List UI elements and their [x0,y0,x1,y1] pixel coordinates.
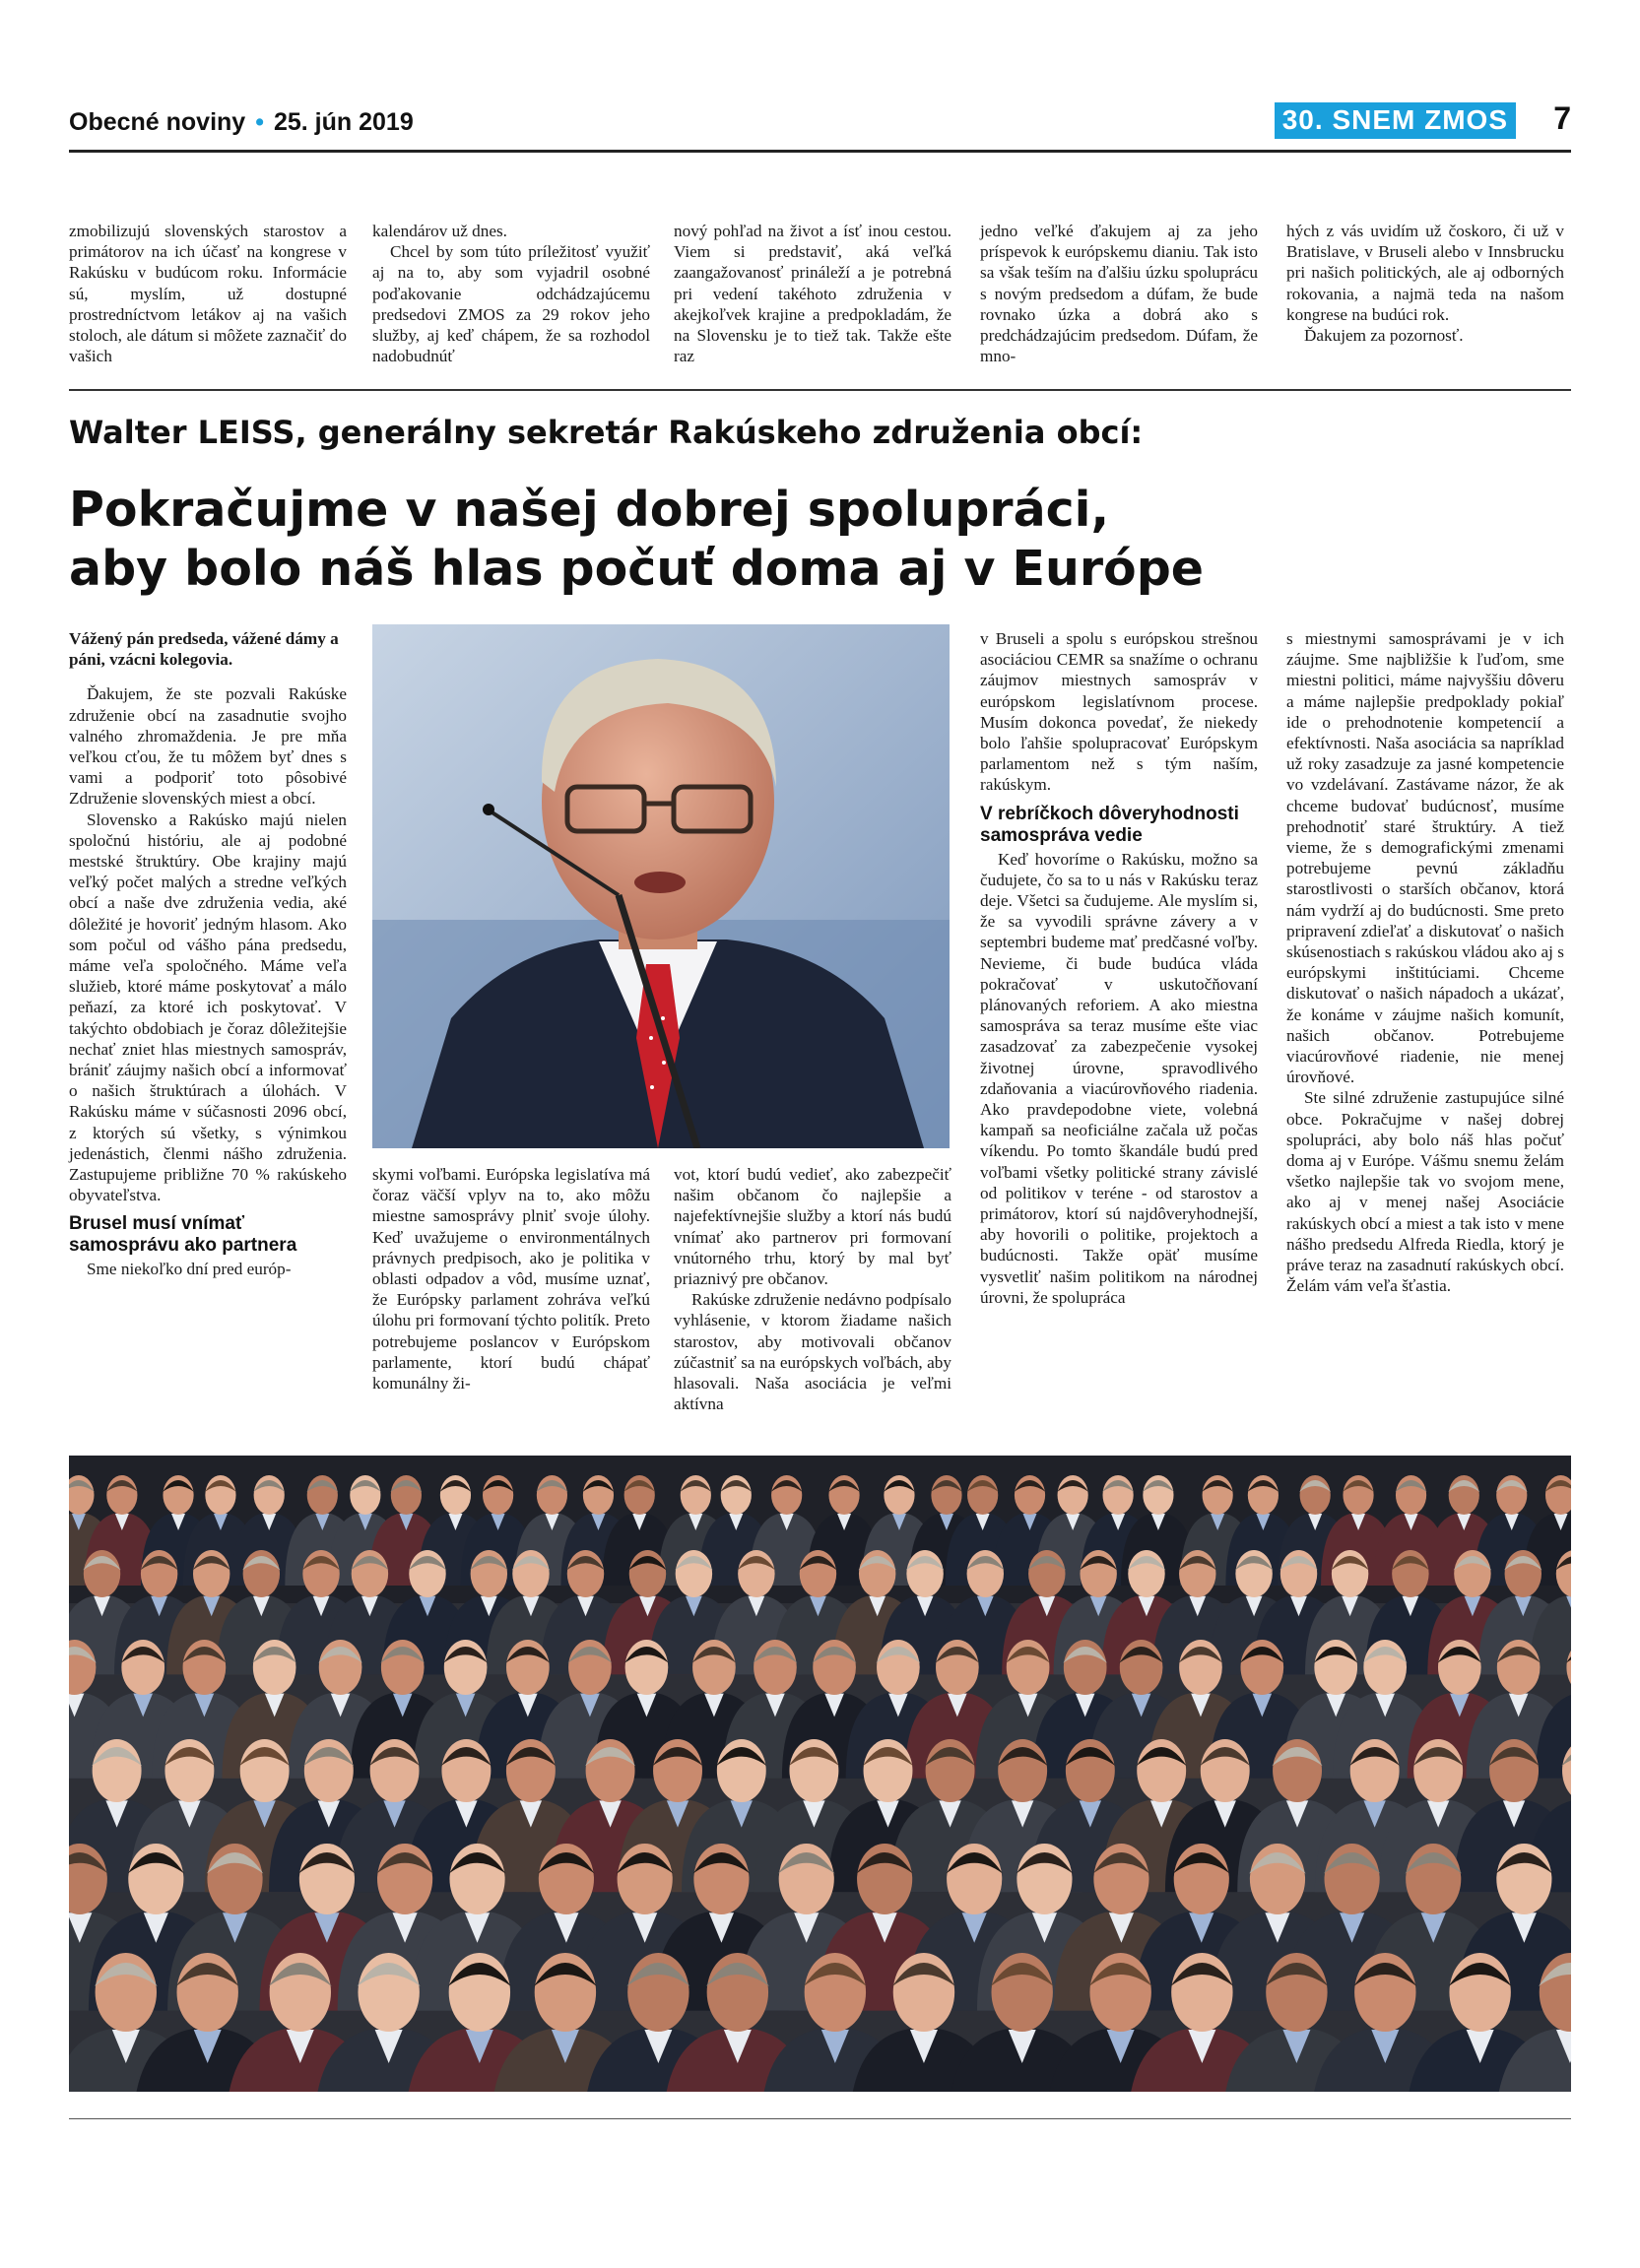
paragraph: zmobilizujú slovenských starostov a primátorov na ich účasť na kongrese v Rakúsku v budúcom roku. Informácie sú, myslím, už dostupné prostredníctvom letákov aj na vašich stoloch, ale dátum si môžete zaznačiť do vašich [69,222,347,366]
section-divider [69,389,1571,391]
article-column-2 [372,1164,650,1393]
page-number: 7 [1553,100,1571,136]
subheading: Brusel musí vnímať samosprávu ako partnera [69,1213,297,1257]
page-header [69,100,1571,150]
top-column-5 [1286,221,1564,346]
paragraph: Sme niekoľko dní pred európ- [87,1260,292,1279]
publication-line [69,108,414,137]
headline-line-1: Pokračujme v našej dobrej spolupráci, [69,482,1110,538]
top-column-1 [69,221,347,366]
paragraph: Ďakujem, že ste pozvali Rakúske združenie obcí na zasadnutie svojho valného zhromaždenia. Je pre mňa veľkou cťou, že tu môžem byť dnes s vami a podporiť toto pôsobivé Združenie slovenských miest a obcí. [69,684,347,809]
audience-photo [69,1456,1571,2092]
paragraph: Slovensko a Rakúsko majú nielen spoločnú históriu, ale aj podobné mestské štruktúry. Obe krajiny majú veľký počet malých a stredne veľkých obcí a naše dve združenia vedia, aké dôležité je hovoriť jedným hlasom. Ako som počul od vášho pána predsedu, máme veľa spoločného. Máme veľa služieb, ktoré máme poskytovať a málo peňazí, za ktoré ich poskytovať. V takýchto obdobiach je čoraz dôležitejšie nechať zniet hlas miestnych samospráv, brániť záujmy našich obcí a informovať o našich štruktúrach a úlohách. V Rakúsku máme v súčasnosti 2096 obcí, z ktorých sú všetky, s výnimkou jedenástich, členmi nášho združenia. Zastupujeme približne 70 % rakúskeho obyvateľstva. [69,810,347,1205]
paragraph: hých z vás uvidím už čoskoro, či už v Bratislave, v Bruseli alebo v Innsbrucku pri našich politických, ale aj odborných rokovania, a najmä teda na našom kongrese na budúci rok. [1286,222,1564,324]
paragraph: v Bruseli a spolu s európskou strešnou asociáciou CEMR sa snažíme o ochranu záujmov miestnych samospráv v európskom legislatívnom procese. Musím dokonca povedať, že niekedy bolo ľahšie spolupracovať Európskym parlamentom než s tým naším, rakúskym. [980,629,1258,795]
issue-date: 25. jún 2019 [273,108,414,136]
article-kicker: Walter LEISS, generálny sekretár Rakúskeho združenia obcí: [69,414,1144,451]
paragraph: jedno veľké ďakujem aj za jeho príspevok k európskemu dianiu. Tak isto sa však teším na ďalšiu úzku spoluprácu s novým predsedom a dúfam, že bude rovnako úzka a dobrá ako s predchádzajúcim predsedom. Dúfam, že mno- [980,222,1258,366]
separator-dot: • [255,108,264,136]
paragraph: Ďakujem za pozornosť. [1304,326,1464,346]
speaker-portrait-photo [372,624,950,1148]
article-column-5 [1286,628,1564,1297]
paragraph: skymi voľbami. Európska legislatíva má čoraz väčší vplyv na to, ako môžu miestne samosprávy plniť svoje úlohy. Keď uvažujeme o environmentálnych právnych predpisoch, ako je politika v oblasti odpadov a vôd, musíme uznať, že Európsky parlament zohráva veľkú úlohu pri formovaní týchto politík. Preto potrebujeme poslancov v Európskom parlamente, ktorí budú chápať komunálny ži- [372,1165,650,1393]
paragraph: nový pohľad na život a ísť inou cestou. Viem si predstaviť, aká veľká zaangažovanosť prináleží a je potrebná pri vedení takéhoto združenia v akejkoľvek krajine a predpokladám, že na Slovensku je to tiež tak. Takže ešte raz [674,222,951,366]
footer-rule [69,2118,1571,2119]
portrait-illustration [372,624,950,1148]
paragraph: Chcel by som túto príležitosť využiť aj na to, aby som vyjadril osobné poďakovanie odchádzajúcemu predsedovi ZMOS za 29 rokov jeho služby, aj keď chápem, že sa rozhodol nadobudnúť [372,242,650,366]
paragraph: kalendárov už dnes. [372,222,507,240]
paragraph: Ste silné združenie zastupujúce silné obce. Pokračujme v našej dobrej spolupráci, aby bolo náš hlas počuť doma aj v Európe. Vášmu snemu želám všetko najlepšie tak vo svojom mene, ako aj v menej našej Asociácie rakúskych obcí a miest a tak isto v mene nášho predsedu Alfreda Riedla, ktorý je práve teraz na zasadnutí rakúskych obcí. Želám vám veľa šťastia. [1286,1088,1564,1296]
salutation: Vážený pán predseda, vážené dámy a páni, vzácni kolegovia. [69,629,339,670]
publication-name: Obecné noviny [69,108,246,136]
section-label: 30. SNEM ZMOS [1275,102,1516,139]
top-column-2 [372,221,650,366]
subheading: V rebríčkoch dôveryhodnosti samospráva vedie [980,803,1239,846]
article-headline [69,481,1571,599]
paragraph: vot, ktorí budú vedieť, ako zabezpečiť našim občanom čo najlepšie a najefektívnejšie služby a ktorí nás budú vnímať ako partnerov pri formovaní vnútorného trhu, ktorý by mal byť priaznivý pre občanov. [674,1165,951,1289]
top-column-4 [980,221,1258,366]
top-column-3 [674,221,951,366]
audience-illustration [69,1456,1571,2092]
paragraph: Keď hovoríme o Rakúsku, možno sa čudujete, čo sa to u nás v Rakúsku teraz deje. Všetci sa čudujeme. Ale myslím si, že sa vyvodili správne závery a v septembri budeme mať predčasné voľby. Nevieme, či bude budúca vláda pokračovať v uskutočňovaní plánovaných reforiem. A ako miestna samospráva sa teraz musíme ešte viac zasadzovať za zabezpečenie vysokej životnej úrovne, spravodlivého zdaňovania a viacúrovňového riadenia. Ako pravdepodobne viete, volebná kampaň sa neoficiálne začala už počas víkendu. Po tomto škandále budú pred voľbami všetky politické strany závislé od politikov v teréne - od starostov a primátorov, ktorí sú najdôveryhodnejší, aby hovorili o politike, projektoch a budúcnosti. Takže opäť musíme vysvetliť našim politikom na národnej úrovni, že spolupráca [980,849,1258,1307]
header-rule [69,150,1571,153]
headline-line-2: aby bolo náš hlas počuť doma aj v Európe [69,541,1205,597]
article-column-4 [980,628,1258,1308]
article-column-3 [674,1164,951,1414]
article-column-1 [69,628,347,1280]
paragraph: s miestnymi samosprávami je v ich záujme. Sme najbližšie k ľuďom, sme miestni politici, máme najvyššiu dôveru a máme najlepšie predpoklady pokiaľ ide o prehodnotenie kompetencií a efektívnosti. Naša asociácia sa napríklad už roky zasadzuje za jasné kompetencie vo vzdelávaní. Zastávame názor, že ak chceme budovať budúcnosť, musíme prehodnotiť staré štruktúry. A tiež vieme, že s demografickými zmenami potrebujeme pevnú základňu starostlivosti o starších občanov, ktorá nám vydrží aj do budúcnosti. Sme preto pripravení zdieľať a diskutovať o našich skúsenostiach s rakúskou vládou ako aj s európskymi inštitúciami. Chceme diskutovať o našich nápadoch a ukázať, že konáme v záujme našich komunít, našich občanov. Potrebujeme viacúrovňové riadenie, nie menej úrovňové. [1286,629,1564,1087]
paragraph: Rakúske združenie nedávno podpísalo vyhlásenie, v ktorom žiadame našich starostov, aby motivovali občanov zúčastniť sa na európskych voľbách, aby hlasovali. Naša asociácia je veľmi aktívna [674,1290,951,1414]
